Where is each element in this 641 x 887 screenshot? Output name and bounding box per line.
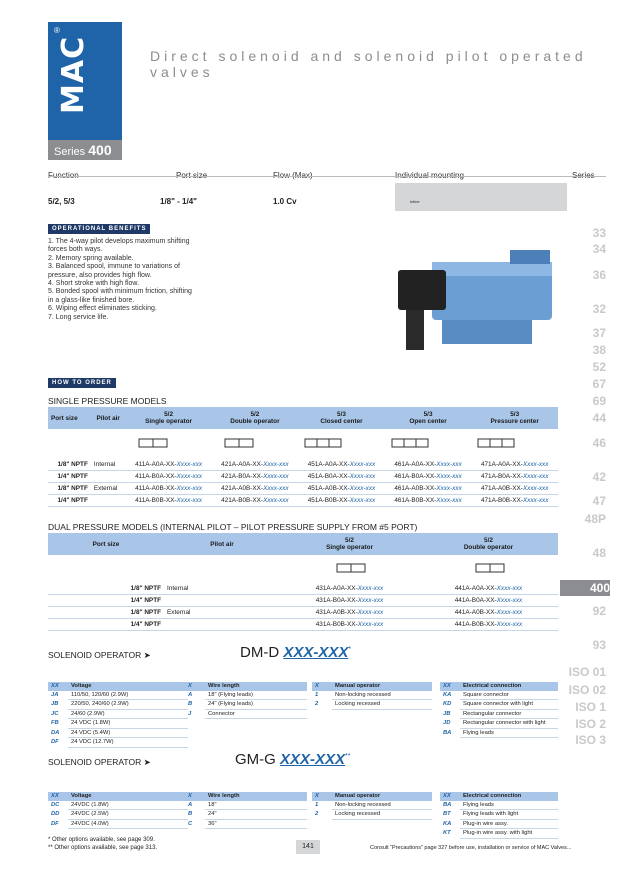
port-size: 1/8" NPTF bbox=[48, 483, 91, 495]
single-table bbox=[48, 407, 558, 507]
header-type: 5/3 bbox=[423, 411, 433, 418]
legend-row: DF 24 VDC (12.7W) bbox=[48, 738, 188, 748]
model-code: 451A-A0A-XX-Xxxx-xxx bbox=[298, 459, 385, 471]
legend-row: BA Flying leads bbox=[440, 728, 558, 738]
op2-code: GM-G XXX-XXX** bbox=[235, 751, 351, 768]
series-iso-01[interactable]: ISO 01 bbox=[568, 665, 606, 679]
series-69[interactable]: 69 bbox=[592, 394, 606, 408]
header-type: 5/3 bbox=[337, 411, 346, 418]
model-code: 461A-B0A-XX-Xxxx-xxx bbox=[385, 471, 472, 483]
how-to-order-badge: HOW TO ORDER bbox=[48, 378, 116, 388]
series-36[interactable]: 36 bbox=[592, 268, 606, 282]
legend-row: KA Square connector bbox=[440, 691, 558, 700]
table-row bbox=[48, 483, 558, 495]
legend-row: 2 Locking recessed bbox=[312, 810, 432, 820]
symbol-row bbox=[48, 429, 558, 459]
model-code: 441A-A0B-XX-Xxxx-xxx bbox=[419, 607, 558, 619]
valve-symbol-icon bbox=[301, 433, 347, 453]
header-type: 5/2 bbox=[164, 411, 174, 418]
table-row bbox=[48, 595, 558, 607]
elec-legend: XX Electrical connection KA Square connector KD Square connector with light JB Rectangular connector JD Rectangular connector with light BA Flying leads bbox=[440, 682, 558, 738]
pilot-air bbox=[91, 495, 126, 507]
header-type: 5/3 bbox=[510, 411, 520, 418]
legend-row: DD 24VDC (2.5W) bbox=[48, 810, 188, 820]
legend-row: 1 Non-locking recessed bbox=[312, 801, 432, 810]
legend-row: JC 24/60 (2.9W) bbox=[48, 709, 188, 719]
series-47[interactable]: 47 bbox=[592, 494, 606, 508]
model-code: 451A-A0B-XX-Xxxx-xxx bbox=[298, 483, 385, 495]
valve-symbol-icon bbox=[327, 558, 373, 578]
benefit-item: 3. Balanced spool, immune to variations of bbox=[48, 263, 180, 271]
valve-symbol-icon bbox=[466, 558, 512, 578]
single-header-row: Port size Pilot air 5/2 Single operator 5/2 Double operator 5/3 Closed center 5/3 Open center 5/3 Pressure center bbox=[48, 407, 558, 429]
voltage-legend: XX Voltage DC 24VDC (1.8W) DD 24VDC (2.5W) DF 24VDC (4.0W) bbox=[48, 792, 188, 829]
model-code: 451A-B0B-XX-Xxxx-xxx bbox=[298, 495, 385, 507]
model-code: 421A-B0B-XX-Xxxx-xxx bbox=[212, 495, 299, 507]
op-benefits-badge: OPERATIONAL BENEFITS bbox=[48, 224, 150, 234]
model-code: 461A-B0B-XX-Xxxx-xxx bbox=[385, 495, 472, 507]
wire-legend: X Wire length A 18" B 24" C 36" bbox=[185, 792, 307, 829]
manual-legend: X Manual operator 1 Non-locking recessed 2 Locking recessed bbox=[312, 682, 432, 710]
op2-label: SOLENOID OPERATOR ➤ bbox=[48, 757, 151, 767]
legend-row: A 18" bbox=[185, 801, 307, 810]
mount-value: Inline bbox=[410, 199, 420, 204]
header-divider bbox=[48, 176, 606, 177]
model-code: 471A-B0A-XX-Xxxx-xxx bbox=[471, 471, 558, 483]
series-93[interactable]: 93 bbox=[592, 638, 606, 652]
model-code: 421A-B0A-XX-Xxxx-xxx bbox=[212, 471, 299, 483]
benefit-item: in a glass-like finished bore. bbox=[48, 296, 135, 304]
series-iso-2[interactable]: ISO 2 bbox=[575, 717, 606, 731]
consult-note: Consult “Precautions” page 327 before use, installation or service of MAC Valves... bbox=[370, 845, 572, 851]
op1-code: DM-D XXX-XXX* bbox=[240, 644, 352, 661]
model-code: 441A-A0A-XX-Xxxx-xxx bbox=[419, 583, 558, 595]
series-46[interactable]: 46 bbox=[592, 436, 606, 450]
series-label: Series 400 bbox=[48, 140, 122, 160]
port-size: 1/4" NPTF bbox=[48, 595, 164, 607]
header-operator: Pressure center bbox=[490, 418, 539, 425]
benefit-item: 1. The 4-way pilot develops maximum shifting bbox=[48, 238, 190, 245]
footnote-2: ** Other options available, see page 313. bbox=[48, 845, 158, 851]
benefit-item: 5. Bonded spool with minimum friction, shifting bbox=[48, 288, 192, 296]
pilot-air: External bbox=[164, 607, 280, 619]
series-32[interactable]: 32 bbox=[592, 302, 606, 316]
table-row bbox=[48, 607, 558, 619]
model-code: 431A-B0A-XX-Xxxx-xxx bbox=[280, 595, 419, 607]
legend-row: DA 24 VDC (5.4W) bbox=[48, 728, 188, 738]
model-code: 411A-A0B-XX-Xxxx-xxx bbox=[126, 483, 212, 495]
table-row bbox=[48, 459, 558, 471]
pilot-air: Internal bbox=[164, 583, 280, 595]
legend-row: JA 110/50, 120/60 (2.9W) bbox=[48, 691, 188, 700]
series-iso-3[interactable]: ISO 3 bbox=[575, 733, 606, 747]
series-52[interactable]: 52 bbox=[592, 360, 606, 374]
port-size: 1/8" NPTF bbox=[48, 607, 164, 619]
dual-title: DUAL PRESSURE MODELS (INTERNAL PILOT – PILOT PRESSURE SUPPLY FROM #5 PORT) bbox=[48, 522, 418, 532]
series-92[interactable]: 92 bbox=[592, 604, 606, 618]
series-33[interactable]: 33 bbox=[592, 226, 606, 240]
page-title: Direct solenoid and solenoid pilot operated valves bbox=[150, 48, 587, 80]
legend-row: 2 Locking recessed bbox=[312, 700, 432, 710]
model-code: 411A-B0B-XX-Xxxx-xxx bbox=[126, 495, 212, 507]
model-code: 451A-B0A-XX-Xxxx-xxx bbox=[298, 471, 385, 483]
benefit-item: pressure, also provides high flow. bbox=[48, 271, 152, 279]
model-code: 441A-B0B-XX-Xxxx-xxx bbox=[419, 619, 558, 631]
model-code: 431A-A0B-XX-Xxxx-xxx bbox=[280, 607, 419, 619]
series-400[interactable]: 400 bbox=[560, 580, 610, 596]
model-code: 461A-A0A-XX-Xxxx-xxx bbox=[385, 459, 472, 471]
model-code: 461A-A0B-XX-Xxxx-xxx bbox=[385, 483, 472, 495]
benefit-item: 7. Long service life. bbox=[48, 313, 109, 321]
series-37[interactable]: 37 bbox=[592, 326, 606, 340]
valve-symbol-icon bbox=[129, 433, 175, 453]
single-title: SINGLE PRESSURE MODELS bbox=[48, 396, 167, 406]
wire-legend: X Wire length A 18" (Flying leads) B 24" (Flying leads) J Connector bbox=[185, 682, 307, 719]
series-48p[interactable]: 48P bbox=[584, 512, 606, 526]
legend-row: JD Rectangular connector with light bbox=[440, 719, 558, 729]
legend-row: KA Plug-in wire assy. bbox=[440, 819, 558, 829]
footnote-1: * Other options available, see page 309. bbox=[48, 837, 155, 843]
pilot-air bbox=[164, 619, 280, 631]
header-operator: Closed center bbox=[320, 418, 363, 425]
flow-value: 1.0 Cv bbox=[273, 197, 297, 206]
manual-legend: X Manual operator 1 Non-locking recessed 2 Locking recessed bbox=[312, 792, 432, 820]
valve-symbol-icon bbox=[474, 433, 520, 453]
benefit-item: 4. Short stroke with high flow. bbox=[48, 280, 140, 288]
port-size: 1/4" NPTF bbox=[48, 619, 164, 631]
series-67[interactable]: 67 bbox=[592, 377, 606, 391]
benefit-item: 2. Memory spring available. bbox=[48, 254, 134, 262]
model-code: 431A-B0B-XX-Xxxx-xxx bbox=[280, 619, 419, 631]
mac-logo: ® MAC bbox=[48, 22, 122, 140]
valve-symbol-icon bbox=[388, 433, 434, 453]
series-38[interactable]: 38 bbox=[592, 343, 606, 357]
op1-label: SOLENOID OPERATOR ➤ bbox=[48, 650, 151, 660]
legend-row: 1 Non-locking recessed bbox=[312, 691, 432, 700]
port-size: 1/4" NPTF bbox=[48, 495, 91, 507]
dual-table: Port size Pilot air 5/2 Single operator 5/2 Double operator 1/8" NPTF Internal 431A-A0A-XX-Xxxx-xxx 441A-A0A-XX-Xxxx-xxx 1/4" NPTF 431A-B0A-XX-Xxxx-xxx 441A-B0A-XX-Xxxx-xxx 1/8" NPTF External 431A-A0B-XX-Xxxx-xxx 441A-A0B-XX-Xxxx-xxx 1/4" NPTF 431A-B0B-XX-Xxxx-xxx 441A-B0B-XX-Xxxx-xxx bbox=[48, 533, 558, 631]
port-size: 1/8" NPTF bbox=[48, 583, 164, 595]
header-type: 5/2 bbox=[250, 411, 260, 418]
legend-row: C 36" bbox=[185, 819, 307, 829]
header-operator: Single operator bbox=[145, 418, 193, 425]
voltage-legend: XX Voltage JA 110/50, 120/60 (2.9W) JB 220/50, 240/60 (2.9W) JC 24/60 (2.9W) FB 24 VDC (1.8W) DA 24 VDC (5.4W) DF 24 VDC (12.7W) bbox=[48, 682, 188, 748]
model-code: 411A-A0A-XX-Xxxx-xxx bbox=[126, 459, 212, 471]
legend-row: KD Square connector with light bbox=[440, 700, 558, 710]
series-iso-02[interactable]: ISO 02 bbox=[568, 683, 606, 697]
series-34[interactable]: 34 bbox=[592, 242, 606, 256]
model-code: 411A-B0A-XX-Xxxx-xxx bbox=[126, 471, 212, 483]
legend-row: DC 24VDC (1.8W) bbox=[48, 801, 188, 810]
table-row bbox=[48, 619, 558, 631]
elec-legend: XX Electrical connection BA Flying leads BT Flying leads with light KA Plug-in wire assy. KT Plug-in wire assy. with light bbox=[440, 792, 558, 839]
legend-row: FB 24 VDC (1.8W) bbox=[48, 719, 188, 729]
pilot-air bbox=[91, 471, 126, 483]
pilot-air: Internal bbox=[91, 459, 126, 471]
model-code: 431A-A0A-XX-Xxxx-xxx bbox=[280, 583, 419, 595]
logo-text: MAC bbox=[56, 35, 91, 114]
legend-row: J Connector bbox=[185, 709, 307, 719]
legend-row: A 18" (Flying leads) bbox=[185, 691, 307, 700]
model-code: 471A-B0B-XX-Xxxx-xxx bbox=[471, 495, 558, 507]
legend-row: B 24" (Flying leads) bbox=[185, 700, 307, 710]
port-value: 1/8" - 1/4" bbox=[160, 197, 197, 206]
series-iso-1[interactable]: ISO 1 bbox=[575, 700, 606, 714]
series-42[interactable]: 42 bbox=[592, 470, 606, 484]
legend-row: DF 24VDC (4.0W) bbox=[48, 819, 188, 829]
benefit-item: forces both ways. bbox=[48, 246, 103, 254]
mount-highlight bbox=[395, 183, 567, 211]
header-operator: Open center bbox=[409, 418, 447, 425]
legend-row: BT Flying leads with light bbox=[440, 810, 558, 820]
benefit-item: 6. Wiping effect eliminates sticking. bbox=[48, 305, 157, 313]
model-code: 421A-A0B-XX-Xxxx-xxx bbox=[212, 483, 299, 495]
series-44[interactable]: 44 bbox=[592, 411, 606, 425]
legend-row: KT Plug-in wire assy. with light bbox=[440, 829, 558, 839]
model-code: 471A-A0A-XX-Xxxx-xxx bbox=[471, 459, 558, 471]
benefits-list bbox=[48, 238, 258, 322]
port-size: 1/4" NPTF bbox=[48, 471, 91, 483]
legend-row: JB 220/50, 240/60 (2.9W) bbox=[48, 700, 188, 710]
header-operator: Double operator bbox=[230, 418, 280, 425]
table-row bbox=[48, 583, 558, 595]
table-row bbox=[48, 471, 558, 483]
legend-row: BA Flying leads bbox=[440, 801, 558, 810]
pilot-air bbox=[164, 595, 280, 607]
pilot-air: External bbox=[91, 483, 126, 495]
table-row bbox=[48, 495, 558, 507]
model-code: 441A-B0A-XX-Xxxx-xxx bbox=[419, 595, 558, 607]
legend-row: B 24" bbox=[185, 810, 307, 820]
port-size: 1/8" NPTF bbox=[48, 459, 91, 471]
function-value: 5/2, 5/3 bbox=[48, 197, 75, 206]
valve-symbol-icon bbox=[215, 433, 261, 453]
legend-row: JB Rectangular connector bbox=[440, 709, 558, 719]
model-code: 471A-A0B-XX-Xxxx-xxx bbox=[471, 483, 558, 495]
model-code: 421A-A0A-XX-Xxxx-xxx bbox=[212, 459, 299, 471]
series-48[interactable]: 48 bbox=[592, 546, 606, 560]
valve-image bbox=[380, 240, 560, 370]
page-number: 141 bbox=[296, 840, 320, 854]
